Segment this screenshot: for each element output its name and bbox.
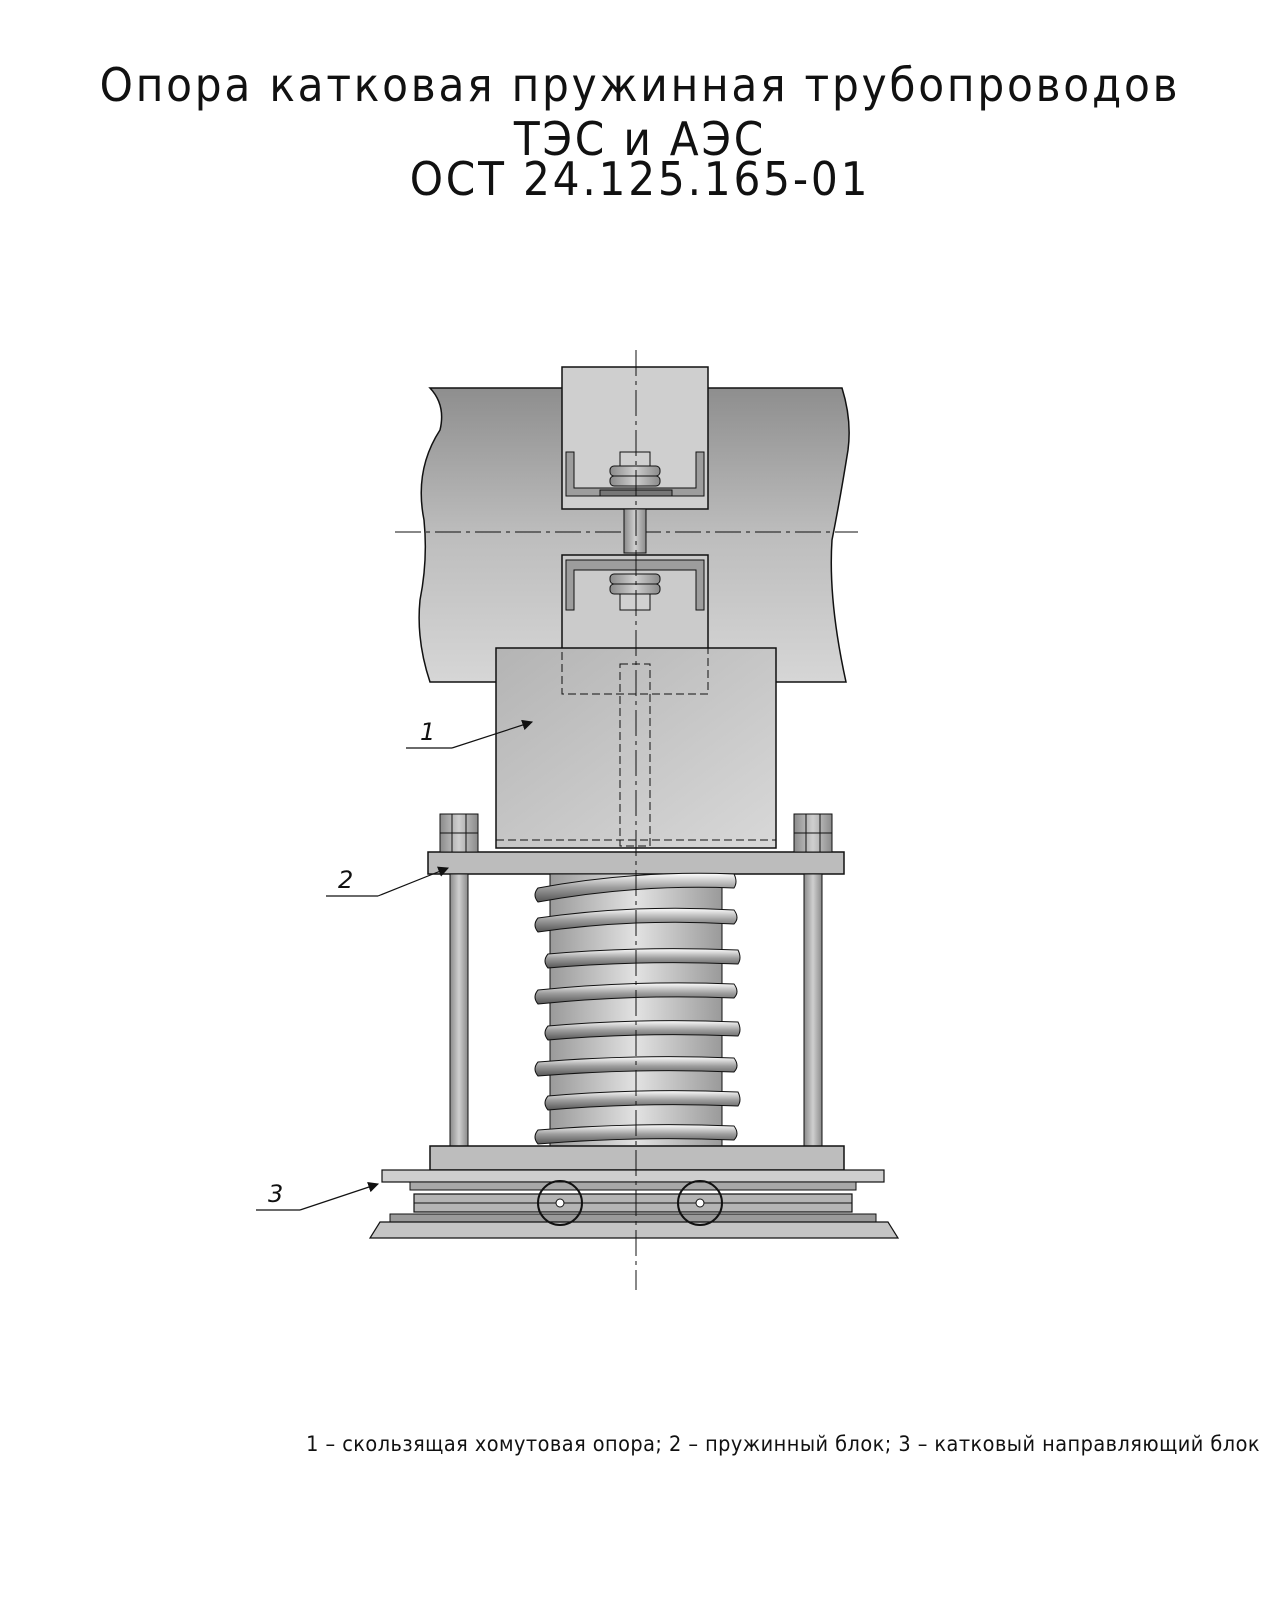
- page-title: Опора катковая пружинная трубопроводов ТЭС и АЭС: [99, 58, 1181, 166]
- callout-3: 3: [268, 1180, 284, 1208]
- tie-rod-left: [450, 874, 468, 1146]
- roller-guide-block: [370, 1170, 898, 1238]
- upper-clamp: [562, 367, 708, 509]
- tie-rod-right: [804, 874, 822, 1146]
- plate-nut-right: [794, 814, 832, 852]
- connecting-rod: [624, 509, 646, 553]
- standard-number: ОСТ 24.125.165-01: [409, 152, 871, 206]
- callout-1: 1: [420, 718, 436, 746]
- callout-2: 2: [338, 866, 354, 894]
- plate-nut-left: [440, 814, 478, 852]
- legend-caption: 1 – скользящая хомутовая опора; 2 – пружинный блок; 3 – катковый направляющий блок: [306, 1432, 1260, 1456]
- spring-block-bottom-plate: [430, 1146, 844, 1170]
